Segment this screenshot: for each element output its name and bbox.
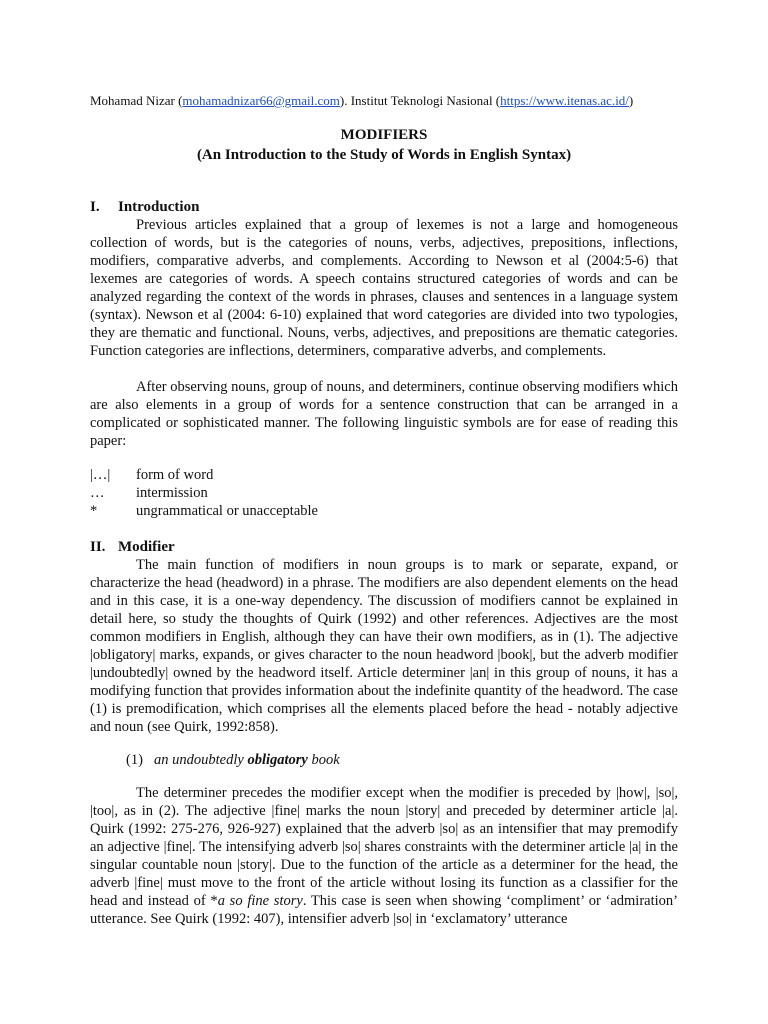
- symbol-row: [90, 502, 318, 520]
- author-name: Mohamad Nizar (: [90, 93, 183, 108]
- symbol-glyph: |…|: [90, 467, 111, 483]
- institution-url-link[interactable]: https://www.itenas.ac.id/: [500, 93, 629, 108]
- paper-title: MODIFIERS: [340, 127, 428, 143]
- example-text-bold: obligatory: [247, 752, 308, 768]
- symbol-meaning: intermission: [136, 485, 208, 501]
- modifier-paragraph-2: [90, 784, 678, 928]
- symbol-glyph: *: [90, 503, 98, 519]
- symbol-meaning: ungrammatical or unacceptable: [136, 503, 318, 519]
- author-line: [90, 92, 690, 110]
- intro-paragraph-1: Previous articles explained that a group of lexemes is not a large and homogeneous collection of words, but is the categories of nouns, verbs, adjectives, prepositions, inflections, modifiers, comparative adverbs, and complements. According to Newson et al (2004:5-6) that lexemes are categories of words. A speech contains structured categories of words and can be analyzed regarding the context of the words in phrases, clauses and sentences in a language system (syntax). Newson et al (2004: 6-10) explained that word categories are divided into two typologies, they are thematic and functional. Nouns, verbs, adjectives, and prepositions are thematic categories. Function categories are inflections, determiners, comparative adverbs, and complements.: [90, 217, 678, 359]
- example-1: [126, 751, 340, 769]
- section-2-number: II.: [90, 539, 106, 555]
- intro-paragraph-2: After observing nouns, group of nouns, and determiners, continue observing modifiers which are also elements in a group of words for a sentence construction that can be arranged in a complicated or sophisticated manner. The following linguistic symbols are for ease of reading this paper:: [90, 379, 678, 449]
- section-2-heading: [90, 537, 175, 557]
- example-number: (1): [126, 752, 143, 768]
- symbol-row: [90, 484, 208, 502]
- paragraph-2-text-a: The determiner precedes the modifier except when the modifier is preceded by |how|, |so|, |too|, as in (2). The adjective |fine| marks the noun |story| and preceded by determiner article |a|. Quirk (1992: 275-276, 926-927) explained that the adverb |so| as an intensifier that may premodify an adjective |fine|. The intensifying adverb |so| shares constraints with the determiner article |a| in the singular countable noun |story|. Due to the function of the article as a determiner for the head, the adverb |fine| must move to the front of the article without losing its function as a classifier for the head and instead of *: [90, 785, 678, 909]
- example-text-pre: an undoubtedly: [154, 752, 248, 768]
- author-email-link[interactable]: mohamadnizar66@gmail.com: [182, 93, 340, 108]
- paragraph-2-italic: a so fine story: [217, 893, 303, 909]
- section-1-heading: [90, 197, 199, 217]
- symbol-row: [90, 466, 213, 484]
- author-institution: ). Institut Teknologi Nasional (: [339, 93, 501, 108]
- symbol-meaning: form of word: [136, 467, 214, 483]
- author-line-end: ): [628, 93, 634, 108]
- paragraph-2-text-b: . This case is seen when showing ‘compliment’ or ‘admiration’ utterance. See Quirk (1992: 407), intensifier adverb |so| in ‘exclamatory’ utterance: [90, 893, 678, 927]
- example-text-post: book: [307, 752, 340, 768]
- symbol-glyph: …: [90, 485, 105, 501]
- modifier-paragraph-1: The main function of modifiers in noun groups is to mark or separate, expand, or characterize the head (headword) in a phrase. The modifiers are also dependent elements on the head and in this case, it is a one-way dependency. The discussion of modifiers cannot be explained in detail here, so study the thoughts of Quirk (1992) and other references. Adjectives are the most common modifiers in English, although they can have their own modifiers, as in (1). The adjective |obligatory| marks, expands, or gives character to the noun headword |book|, but the adverb modifier |undoubtedly| owned by the headword itself. Article determiner |an| in this group of nouns, it has a modifying function that provides information about the indefinite quantity of the headword. The case (1) is premodification, which comprises all the elements placed before the head - notably adjective and noun (see Quirk, 1992:858).: [90, 557, 678, 735]
- section-1-title: Introduction: [118, 199, 200, 215]
- paper-subtitle: (An Introduction to the Study of Words in English Syntax): [196, 147, 572, 163]
- section-2-title: Modifier: [118, 539, 175, 555]
- section-1-number: I.: [90, 199, 100, 215]
